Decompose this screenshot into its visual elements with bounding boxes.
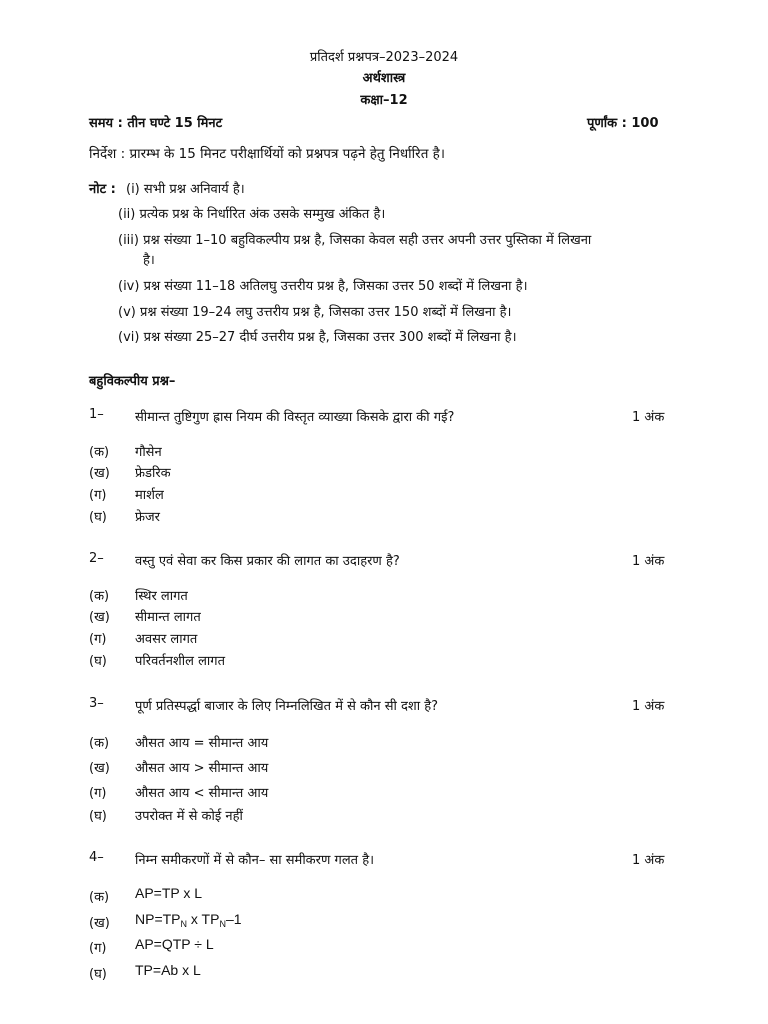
option-label: (ख) bbox=[89, 466, 110, 481]
note-item: (vi) प्रश्न संख्या 25–27 दीर्घ उत्तरीय प्रश्न है, जिसका उत्तर 300 शब्दों में लिखना है। bbox=[118, 330, 517, 345]
option-text: औसत आय = सीमान्त आय bbox=[135, 736, 269, 751]
option-text: औसत आय < सीमान्त आय bbox=[135, 786, 269, 801]
formula-part: x TP bbox=[187, 911, 220, 927]
paper-title: प्रतिदर्श प्रश्नपत्र–2023–2024 bbox=[309, 50, 459, 65]
option-label: (ख) bbox=[89, 610, 110, 625]
instruction: निर्देश : प्रारम्भ के 15 मिनट परीक्षार्थियों को प्रश्नपत्र पढ़ने हेतु निर्धारित है। bbox=[89, 146, 445, 162]
option-label: (ख) bbox=[89, 916, 110, 931]
option-label: (क) bbox=[89, 589, 110, 604]
question-text: पूर्ण प्रतिस्पर्द्धा बाजार के लिए निम्नलिखित में से कौन सी दशा है? bbox=[135, 699, 439, 714]
option-label: (क) bbox=[89, 890, 110, 905]
option-text: मार्शल bbox=[135, 488, 164, 503]
question-marks: 1 अंक bbox=[632, 554, 665, 569]
option-text: अवसर लागत bbox=[135, 632, 198, 647]
option-text: सीमान्त लागत bbox=[135, 610, 201, 625]
option-text: परिवर्तनशील लागत bbox=[135, 654, 225, 669]
option-text: उपरोक्त में से कोई नहीं bbox=[135, 809, 243, 824]
formula-ap: AP=TP x L bbox=[135, 885, 203, 901]
formula-part: NP=TP bbox=[135, 911, 181, 927]
note-item: (iv) प्रश्न संख्या 11–18 अतिलघु उत्तरीय प्रश्न है, जिसका उत्तर 50 शब्दों में लिखना है। bbox=[118, 279, 528, 294]
question-number: 1– bbox=[89, 407, 104, 422]
formula-part: –1 bbox=[225, 911, 242, 927]
time-label: समय : तीन घण्टे 15 मिनट bbox=[89, 116, 223, 131]
option-label: (ग) bbox=[89, 488, 107, 503]
option-text: फ्रेजर bbox=[135, 510, 160, 525]
option-label: (ग) bbox=[89, 941, 107, 956]
option-label: (ग) bbox=[89, 632, 107, 647]
option-label: (क) bbox=[89, 445, 110, 460]
formula-subscript: N bbox=[180, 919, 188, 929]
note-item: (i) सभी प्रश्न अनिवार्य है। bbox=[126, 182, 245, 197]
option-text: स्थिर लागत bbox=[135, 589, 188, 604]
option-label: (घ) bbox=[89, 967, 107, 982]
option-label: (क) bbox=[89, 736, 110, 751]
option-text: गौसेन bbox=[135, 445, 162, 460]
option-label: (ख) bbox=[89, 761, 110, 776]
question-number: 3– bbox=[89, 696, 104, 711]
option-text: औसत आय > सीमान्त आय bbox=[135, 761, 269, 776]
note-item: (ii) प्रत्येक प्रश्न के निर्धारित अंक उसके सम्मुख अंकित है। bbox=[118, 207, 386, 222]
note-item: (v) प्रश्न संख्या 19–24 लघु उत्तरीय प्रश्न है, जिसका उत्तर 150 शब्दों में लिखना है। bbox=[118, 305, 512, 320]
question-marks: 1 अंक bbox=[632, 699, 665, 714]
formula-ap-qtp: AP=QTP ÷ L bbox=[135, 936, 214, 952]
option-label: (घ) bbox=[89, 809, 107, 824]
option-label: (घ) bbox=[89, 510, 107, 525]
question-text: निम्न समीकरणों में से कौन– सा समीकरण गलत है। bbox=[135, 853, 375, 868]
total-marks: पूर्णांक : 100 bbox=[587, 116, 659, 131]
question-number: 4– bbox=[89, 850, 104, 865]
question-text: सीमान्त तुष्टिगुण ह्रास नियम की विस्तृत व्याख्या किसके द्वारा की गई? bbox=[135, 410, 455, 425]
formula-np bbox=[135, 911, 242, 929]
section-title: बहुविकल्पीय प्रश्न– bbox=[89, 374, 176, 389]
subject-title: अर्थशास्त्र bbox=[362, 71, 406, 86]
option-label: (ग) bbox=[89, 786, 107, 801]
question-marks: 1 अंक bbox=[632, 853, 665, 868]
question-text: वस्तु एवं सेवा कर किस प्रकार की लागत का उदाहरण है? bbox=[135, 554, 400, 569]
class-title: कक्षा–12 bbox=[360, 93, 408, 108]
note-label: नोट : bbox=[89, 182, 116, 197]
option-text: फ्रेडरिक bbox=[135, 466, 171, 481]
formula-tp: TP=Ab x L bbox=[135, 962, 201, 978]
option-label: (घ) bbox=[89, 654, 107, 669]
question-number: 2– bbox=[89, 551, 104, 566]
note-item-continued: है। bbox=[143, 253, 155, 268]
note-item: (iii) प्रश्न संख्या 1–10 बहुविकल्पीय प्रश्न है, जिसका केवल सही उत्तर अपनी उत्तर पुस्तिका में लिखना bbox=[118, 233, 592, 248]
formula-subscript: N bbox=[219, 919, 226, 929]
question-marks: 1 अंक bbox=[632, 410, 665, 425]
